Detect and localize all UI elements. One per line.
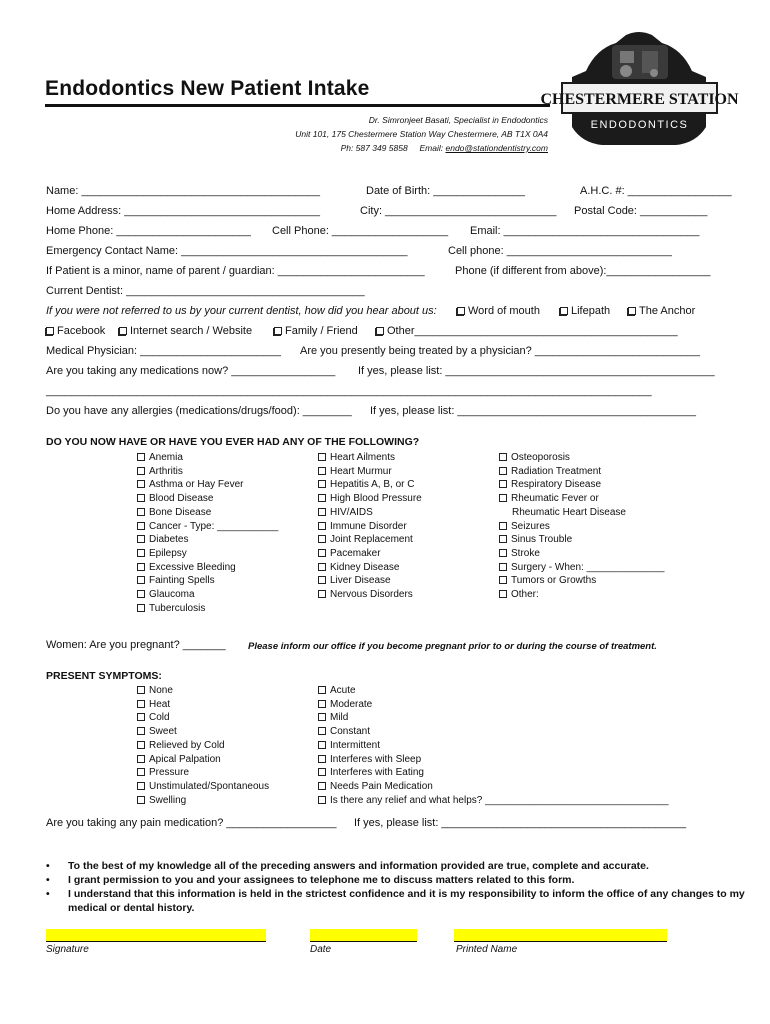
- checkbox[interactable]: [376, 327, 384, 335]
- checkbox[interactable]: [137, 467, 145, 475]
- phone: Ph: 587 349 5858: [340, 143, 408, 153]
- symptom-item[interactable]: Constant: [318, 725, 669, 739]
- checkbox[interactable]: [318, 782, 326, 790]
- current-dentist-field[interactable]: Current Dentist: _______________________________________: [46, 285, 365, 297]
- date-label: Date: [310, 944, 332, 955]
- checkbox[interactable]: [318, 590, 326, 598]
- condition-item-continued: Rheumatic Heart Disease: [512, 506, 626, 518]
- address-line: Unit 101, 175 Chestermere Station Way Chestermere, AB T1X 0A4: [295, 129, 548, 139]
- postal-code-field[interactable]: Postal Code: ___________: [574, 205, 708, 217]
- pain-medication-field[interactable]: Are you taking any pain medication? __________________: [46, 817, 337, 829]
- checkbox[interactable]: [499, 563, 507, 571]
- checkbox[interactable]: [318, 467, 326, 475]
- conditions-col-1: [137, 451, 278, 615]
- referral-other[interactable]: Other___________________________________________: [376, 325, 678, 337]
- symptom-item[interactable]: Interferes with Sleep: [318, 753, 669, 767]
- checkbox[interactable]: [318, 755, 326, 763]
- condition-item[interactable]: Other:: [499, 588, 664, 602]
- symptom-item[interactable]: Swelling: [137, 794, 269, 808]
- checkbox[interactable]: [137, 453, 145, 461]
- checkbox[interactable]: [318, 727, 326, 735]
- checkbox[interactable]: [499, 535, 507, 543]
- referral-family-friend[interactable]: Family / Friend: [274, 325, 358, 337]
- date-line[interactable]: [310, 929, 417, 942]
- checkbox[interactable]: [499, 480, 507, 488]
- checkbox[interactable]: [499, 549, 507, 557]
- checkbox[interactable]: [499, 522, 507, 530]
- checkbox[interactable]: [318, 453, 326, 461]
- statement-telephone: • I grant permission to you and your assignees to telephone me to discuss matters related to this form.: [46, 873, 748, 887]
- checkbox[interactable]: [318, 480, 326, 488]
- email-link[interactable]: endo@stationdentistry.com: [445, 143, 548, 153]
- consent-statements: [46, 859, 748, 915]
- checkbox[interactable]: [628, 307, 636, 315]
- condition-item[interactable]: Stroke: [499, 547, 664, 561]
- condition-item[interactable]: Tuberculosis: [137, 602, 278, 616]
- checkbox[interactable]: [318, 494, 326, 502]
- condition-item[interactable]: Heart Ailments: [318, 451, 422, 465]
- condition-item[interactable]: Osteoporosis: [499, 451, 664, 465]
- condition-item[interactable]: Nervous Disorders: [318, 588, 422, 602]
- statement-accuracy: • To the best of my knowledge all of the preceding answers and information provided are true, complete and accurate.: [46, 859, 748, 873]
- checkbox[interactable]: [560, 307, 568, 315]
- email-field[interactable]: Email: ________________________________: [470, 225, 700, 237]
- checkbox[interactable]: [318, 563, 326, 571]
- symptom-item[interactable]: Acute: [318, 684, 669, 698]
- checkbox[interactable]: [318, 700, 326, 708]
- condition-item[interactable]: Immune Disorder: [318, 520, 422, 534]
- checkbox[interactable]: [137, 590, 145, 598]
- printed-name-line[interactable]: [454, 929, 667, 942]
- condition-item[interactable]: Heart Murmur: [318, 465, 422, 479]
- statement-confidentiality: • I understand that this information is held in the strictest confidence and it is my responsibility to inform the office of any changes to my medical or dental history.: [46, 887, 748, 915]
- checkbox[interactable]: [137, 480, 145, 488]
- pregnancy-field[interactable]: Women: Are you pregnant? _______: [46, 639, 226, 651]
- symptom-item[interactable]: Heat: [137, 698, 269, 712]
- checkbox[interactable]: [318, 713, 326, 721]
- printed-name-label: Printed Name: [456, 944, 518, 955]
- checkbox[interactable]: [318, 549, 326, 557]
- symptom-item[interactable]: Interferes with Eating: [318, 766, 669, 780]
- symptom-item[interactable]: Unstimulated/Spontaneous: [137, 780, 269, 794]
- condition-item[interactable]: Radiation Treatment: [499, 465, 664, 479]
- signature-line[interactable]: [46, 929, 266, 942]
- symptoms-col-1: [137, 684, 269, 807]
- checkbox[interactable]: [46, 327, 54, 335]
- checkbox[interactable]: [457, 307, 465, 315]
- symptom-item[interactable]: Intermittent: [318, 739, 669, 753]
- physician-treatment-field[interactable]: Are you presently being treated by a physician? ___________________________: [300, 345, 700, 357]
- logo-bottom-text: ENDODONTICS: [590, 119, 689, 131]
- condition-item[interactable]: Diabetes: [137, 533, 278, 547]
- condition-item[interactable]: Blood Disease: [137, 492, 278, 506]
- checkbox[interactable]: [499, 467, 507, 475]
- checkbox[interactable]: [137, 768, 145, 776]
- condition-item[interactable]: Excessive Bleeding: [137, 561, 278, 575]
- conditions-col-3: [499, 451, 664, 602]
- symptom-item[interactable]: Pressure: [137, 766, 269, 780]
- condition-item[interactable]: Pacemaker: [318, 547, 422, 561]
- condition-item[interactable]: Fainting Spells: [137, 574, 278, 588]
- condition-item[interactable]: HIV/AIDS: [318, 506, 422, 520]
- condition-item[interactable]: Joint Replacement: [318, 533, 422, 547]
- cell-phone-field[interactable]: Cell Phone: ___________________: [272, 225, 449, 237]
- title-rule: [45, 104, 550, 107]
- city-field[interactable]: City: ____________________________: [360, 205, 557, 217]
- condition-item[interactable]: Kidney Disease: [318, 561, 422, 575]
- referral-question: If you were not referred to us by your current dentist, how did you hear about us:: [46, 305, 437, 317]
- home-phone-field[interactable]: Home Phone: ______________________: [46, 225, 251, 237]
- checkbox[interactable]: [318, 535, 326, 543]
- checkbox[interactable]: [137, 522, 145, 530]
- home-address-field[interactable]: Home Address: ________________________________: [46, 205, 321, 217]
- symptom-item[interactable]: Cold: [137, 711, 269, 725]
- condition-item[interactable]: High Blood Pressure: [318, 492, 422, 506]
- condition-item[interactable]: Arthritis: [137, 465, 278, 479]
- checkbox[interactable]: [318, 508, 326, 516]
- condition-item[interactable]: Rheumatic Fever or: [499, 492, 664, 506]
- symptom-item[interactable]: Sweet: [137, 725, 269, 739]
- checkbox[interactable]: [137, 508, 145, 516]
- checkbox[interactable]: [137, 686, 145, 694]
- condition-item[interactable]: Tumors or Growths: [499, 574, 664, 588]
- symptom-item[interactable]: Is there any relief and what helps? _________________________________: [318, 794, 669, 808]
- symptoms-col-2: [318, 684, 669, 807]
- condition-item[interactable]: Asthma or Hay Fever: [137, 478, 278, 492]
- guardian-phone-field[interactable]: Phone (if different from above):_________________: [455, 265, 711, 277]
- checkbox[interactable]: [137, 755, 145, 763]
- email-label: Email:: [419, 143, 444, 153]
- pain-medication-list-field[interactable]: If yes, please list: ________________________________________: [354, 817, 687, 829]
- checkbox[interactable]: [137, 494, 145, 502]
- checkbox[interactable]: [137, 782, 145, 790]
- checkbox[interactable]: [137, 604, 145, 612]
- conditions-col-2: [318, 451, 422, 602]
- medications-extra-line[interactable]: ___________________________________________________________________________________________________: [46, 385, 652, 397]
- allergies-list-field[interactable]: If yes, please list: _______________________________________: [370, 405, 697, 417]
- practice-logo: [540, 31, 739, 155]
- name-field[interactable]: Name: _______________________________________: [46, 185, 321, 197]
- dob-field[interactable]: Date of Birth: _______________: [366, 185, 526, 197]
- checkbox[interactable]: [274, 327, 282, 335]
- medications-list-field[interactable]: If yes, please list: ____________________________________________: [358, 365, 715, 377]
- medications-field[interactable]: Are you taking any medications now? _________________: [46, 365, 336, 377]
- condition-item[interactable]: Glaucoma: [137, 588, 278, 602]
- checkbox[interactable]: [318, 741, 326, 749]
- ahc-field[interactable]: A.H.C. #: _________________: [580, 185, 732, 197]
- checkbox[interactable]: [137, 535, 145, 543]
- checkbox[interactable]: [318, 686, 326, 694]
- pregnancy-note: Please inform our office if you become pregnant prior to or during the course of treatment.: [248, 641, 657, 652]
- page-title: Endodontics New Patient Intake: [45, 77, 370, 100]
- checkbox[interactable]: [137, 563, 145, 571]
- symptoms-heading: PRESENT SYMPTOMS:: [46, 670, 162, 682]
- symptom-item[interactable]: None: [137, 684, 269, 698]
- referral-word-of-mouth[interactable]: Word of mouth: [457, 305, 540, 317]
- checkbox[interactable]: [499, 576, 507, 584]
- guardian-field[interactable]: If Patient is a minor, name of parent / guardian: ________________________: [46, 265, 425, 277]
- checkbox[interactable]: [318, 768, 326, 776]
- referral-facebook[interactable]: Facebook: [46, 325, 105, 337]
- emergency-contact-field[interactable]: Emergency Contact Name: _____________________________________: [46, 245, 408, 257]
- checkbox[interactable]: [499, 590, 507, 598]
- checkbox[interactable]: [137, 576, 145, 584]
- condition-item[interactable]: Epilepsy: [137, 547, 278, 561]
- contact-line: [341, 143, 548, 153]
- checkbox[interactable]: [137, 549, 145, 557]
- checkbox[interactable]: [137, 727, 145, 735]
- condition-item[interactable]: Cancer - Type: ___________: [137, 520, 278, 534]
- symptom-item[interactable]: Moderate: [318, 698, 669, 712]
- referral-internet-search[interactable]: Internet search / Website: [119, 325, 252, 337]
- condition-item[interactable]: Anemia: [137, 451, 278, 465]
- emergency-cell-field[interactable]: Cell phone: ___________________________: [448, 245, 672, 257]
- condition-item[interactable]: Respiratory Disease: [499, 478, 664, 492]
- checkbox[interactable]: [318, 522, 326, 530]
- checkbox[interactable]: [318, 576, 326, 584]
- symptom-item[interactable]: Needs Pain Medication: [318, 780, 669, 794]
- allergies-field[interactable]: Do you have any allergies (medications/drugs/food): ________: [46, 405, 352, 417]
- conditions-heading: DO YOU NOW HAVE OR HAVE YOU EVER HAD ANY OF THE FOLLOWING?: [46, 436, 420, 448]
- condition-item[interactable]: Liver Disease: [318, 574, 422, 588]
- condition-item[interactable]: Bone Disease: [137, 506, 278, 520]
- symptom-item[interactable]: Apical Palpation: [137, 753, 269, 767]
- checkbox[interactable]: [137, 741, 145, 749]
- referral-the-anchor[interactable]: The Anchor: [628, 305, 695, 317]
- symptom-item[interactable]: Mild: [318, 711, 669, 725]
- condition-item[interactable]: Sinus Trouble: [499, 533, 664, 547]
- checkbox[interactable]: [499, 494, 507, 502]
- checkbox[interactable]: [318, 796, 326, 804]
- checkbox[interactable]: [137, 713, 145, 721]
- referral-lifepath[interactable]: Lifepath: [560, 305, 610, 317]
- condition-item[interactable]: Surgery - When: ______________: [499, 561, 664, 575]
- condition-item[interactable]: Seizures: [499, 520, 664, 534]
- checkbox[interactable]: [499, 453, 507, 461]
- condition-item[interactable]: Hepatitis A, B, or C: [318, 478, 422, 492]
- logo-top-text: CHESTERMERE STATION: [540, 91, 739, 108]
- physician-field[interactable]: Medical Physician: _______________________: [46, 345, 281, 357]
- symptom-item[interactable]: Relieved by Cold: [137, 739, 269, 753]
- checkbox[interactable]: [137, 796, 145, 804]
- doctor-line: Dr. Simronjeet Basati, Specialist in Endodontics: [368, 115, 548, 125]
- signature-label: Signature: [46, 944, 89, 955]
- checkbox[interactable]: [137, 700, 145, 708]
- checkbox[interactable]: [119, 327, 127, 335]
